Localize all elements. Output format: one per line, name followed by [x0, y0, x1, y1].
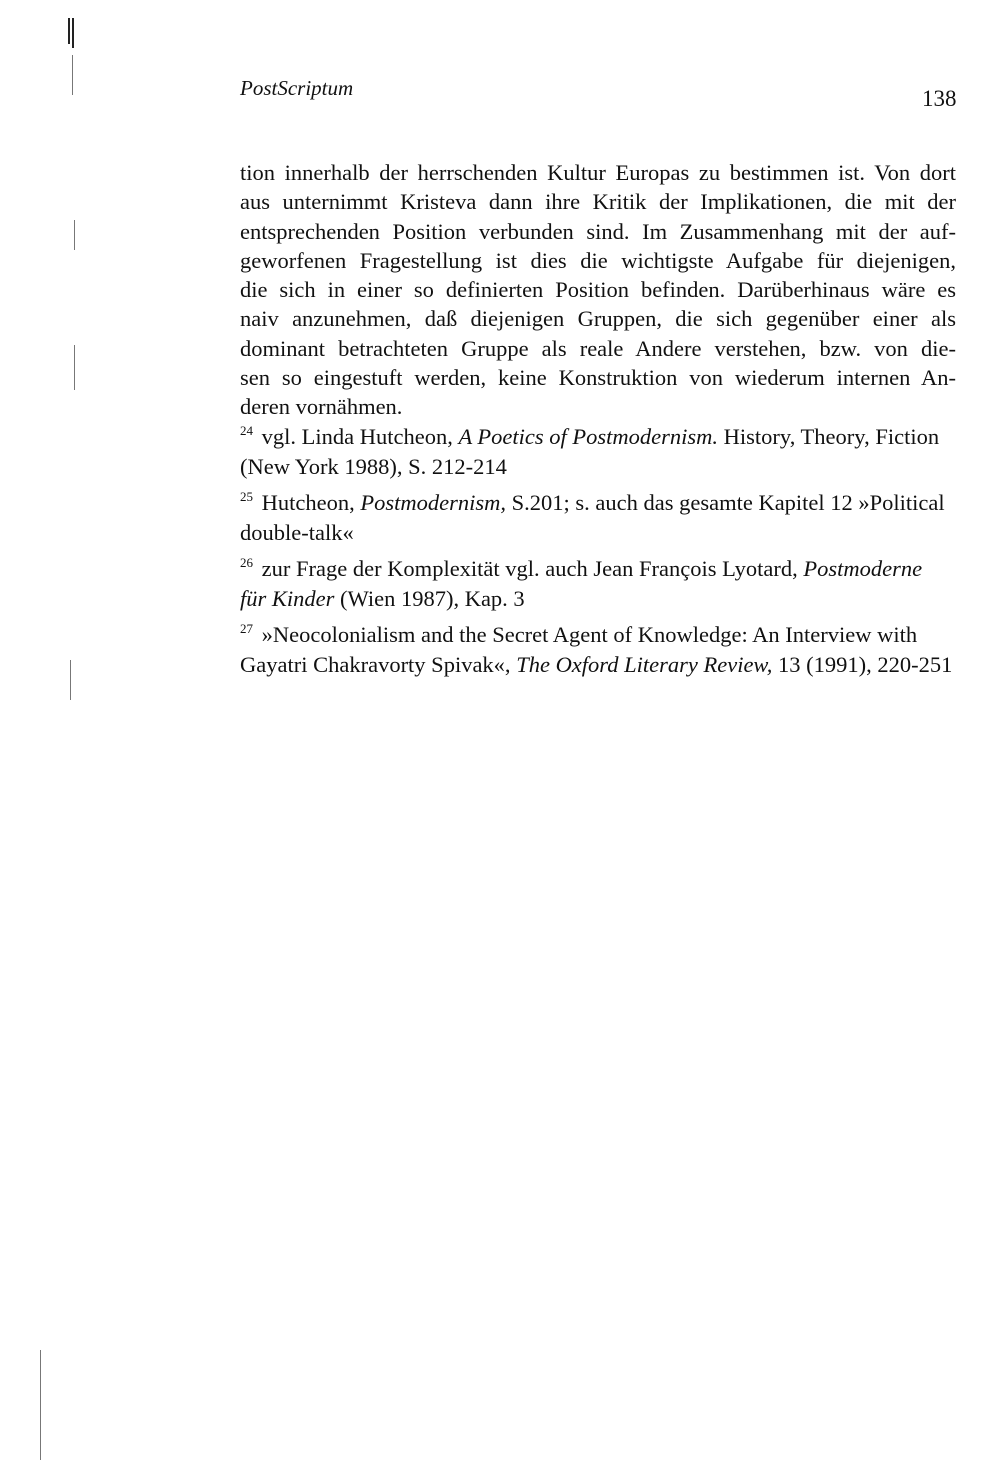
footnote-line: double-talk«	[240, 519, 354, 545]
footnote-number: 25	[240, 489, 253, 504]
margin-tick	[72, 55, 73, 95]
body-line: aus unternimmt Kristeva dann ihre Kritik der Implikationen, die mit der	[240, 189, 956, 215]
footnote-text: vgl. Linda Hutcheon,	[256, 424, 459, 449]
margin-tick	[40, 1350, 41, 1460]
margin-tick	[74, 345, 75, 390]
margin-tick	[70, 660, 71, 700]
footnote-title: Postmodernism,	[360, 490, 506, 515]
footnote-title: The Oxford Literary Review,	[516, 651, 773, 677]
footnote-number: 26	[240, 555, 253, 570]
footnote-title: Postmoderne	[803, 556, 923, 581]
running-header-title: PostScriptum	[240, 76, 354, 100]
margin-tick	[74, 220, 75, 250]
footnote-line	[240, 614, 956, 650]
footnote-number: 27	[240, 621, 253, 636]
footnote-text: Hutcheon,	[256, 490, 361, 515]
footnote-line	[240, 548, 956, 584]
margin-tick	[72, 18, 74, 48]
footnotes	[240, 415, 956, 679]
body-line: geworfenen Fragestellung ist dies die wichtigste Aufgabe für diejenigen,	[240, 247, 956, 273]
body-line: deren vornähmen.	[240, 394, 403, 420]
footnote-line	[240, 650, 956, 680]
body-line: naiv anzunehmen, daß diejenigen Gruppen, die sich gegenüber einer als	[240, 306, 956, 332]
body-line: entsprechenden Position verbunden sind. Im Zusammenhang mit der auf-	[240, 218, 956, 244]
footnote-title: für Kinder	[240, 585, 335, 611]
footnote-text: S.201; s. auch das gesamte Kapitel 12 »Political	[505, 490, 945, 515]
body-paragraph	[240, 158, 956, 422]
footnote-line	[240, 584, 956, 614]
footnote-line: (New York 1988), S. 212-214	[240, 453, 507, 479]
footnote-line	[240, 416, 956, 452]
footnote-text: »Neocolonialism and the Secret Agent of Knowledge: An Interview with	[256, 622, 918, 647]
scan-margin-marks	[60, 10, 90, 1470]
body-line: dominant betrachteten Gruppe als reale Andere verstehen, bzw. von die-	[240, 335, 956, 361]
footnote-27	[240, 614, 956, 679]
footnote-text: Gayatri Chakravorty Spivak«,	[240, 651, 517, 677]
body-line: tion innerhalb der herrschenden Kultur Europas zu bestimmen ist. Von dort	[240, 160, 956, 185]
footnote-text: zur Frage der Komplexität vgl. auch Jean François Lyotard,	[256, 556, 804, 581]
footnote-title: A Poetics of Postmodernism.	[458, 424, 719, 449]
footnote-number: 24	[240, 423, 253, 438]
body-line: die sich in einer so definierten Position befinden. Darüberhinaus wäre es	[240, 277, 956, 303]
margin-tick	[68, 18, 70, 44]
footnote-24	[240, 416, 956, 481]
body-line: sen so eingestuft werden, keine Konstruktion von wiederum internen An-	[240, 365, 956, 391]
footnote-text: 13 (1991), 220-251	[772, 651, 953, 677]
footnote-text: History, Theory, Fiction	[718, 424, 940, 449]
footnote-text: (Wien 1987), Kap. 3	[334, 585, 525, 611]
page-number: 138	[922, 86, 957, 111]
footnote-line	[240, 482, 956, 518]
footnote-25	[240, 482, 956, 547]
footnote-26	[240, 548, 956, 613]
